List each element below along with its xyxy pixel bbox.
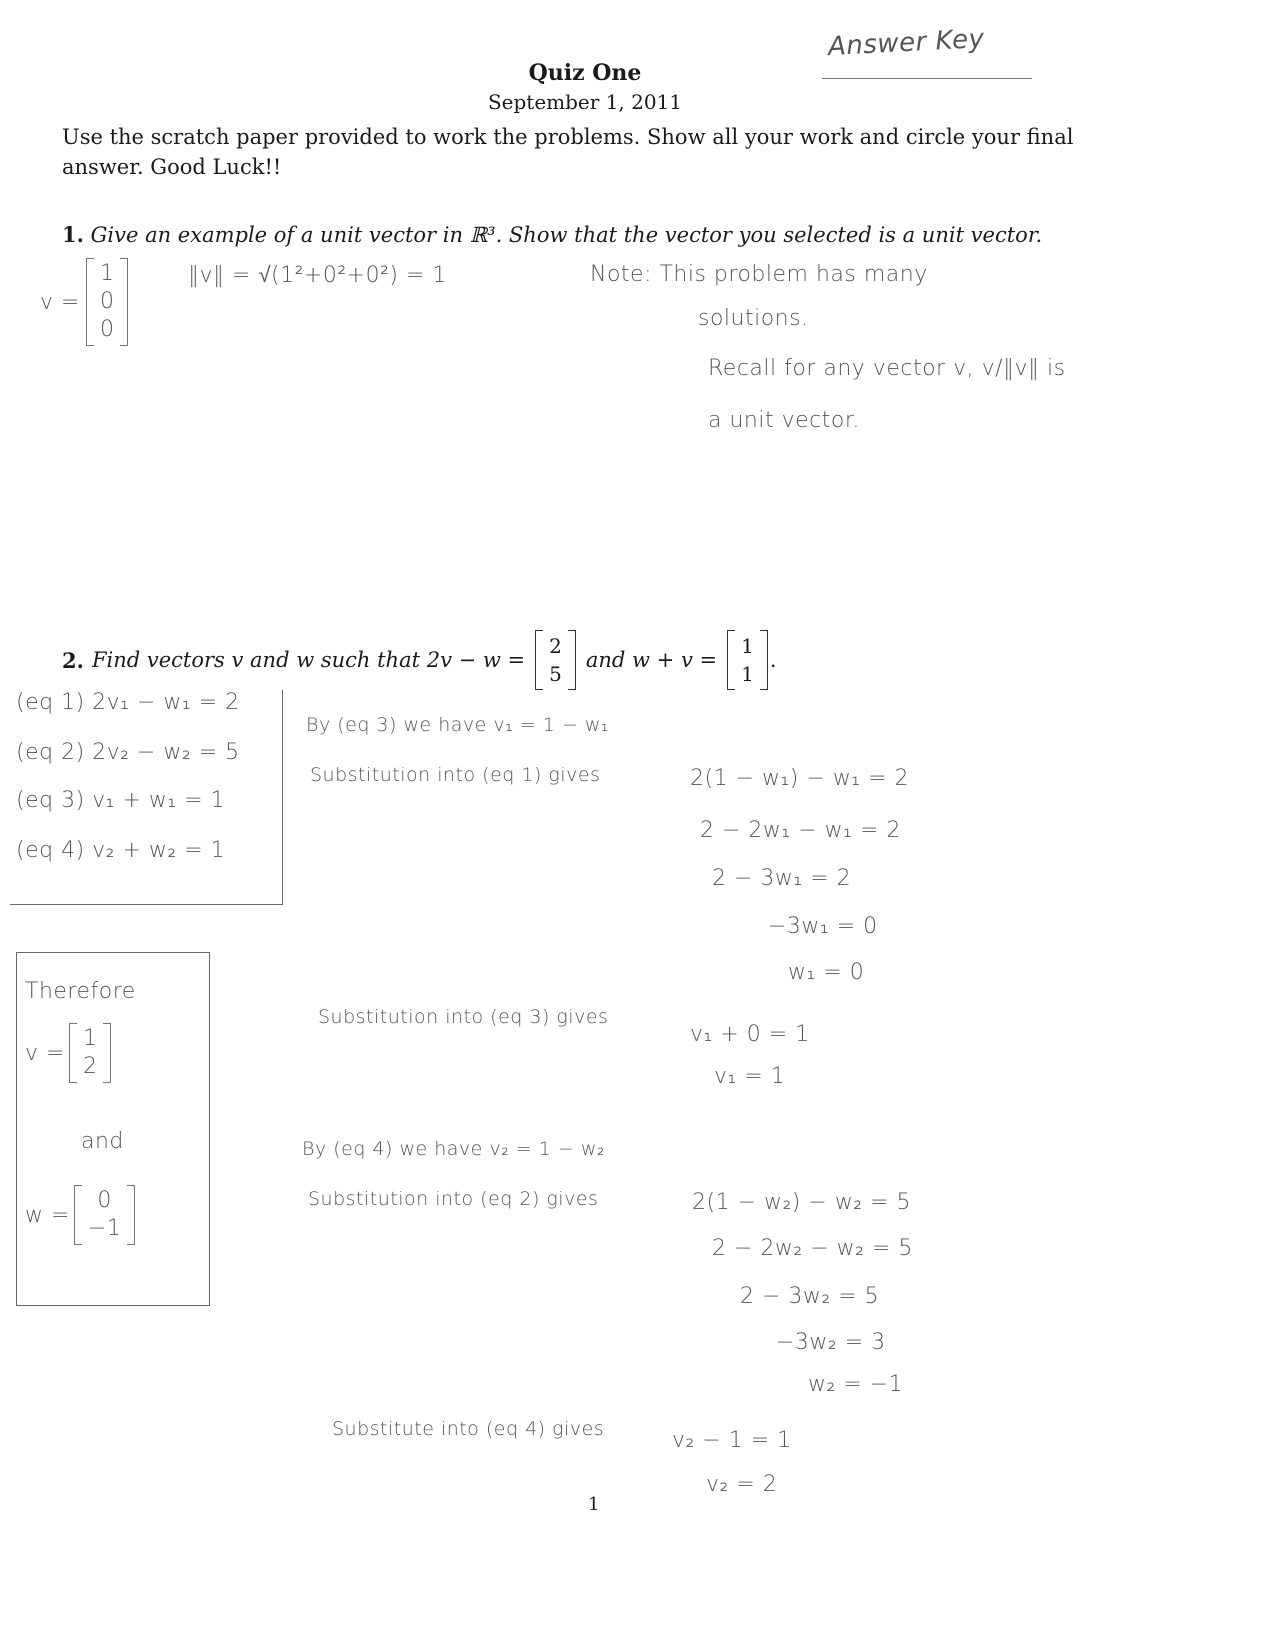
- result-w-label: w =: [25, 1202, 70, 1228]
- answer-key-label: Answer Key: [827, 23, 986, 63]
- quiz-date: September 1, 2011: [487, 90, 683, 114]
- problem-1-number: 1.: [62, 222, 84, 247]
- matrix-entry: 0: [97, 1188, 112, 1213]
- work-a-step: 2 − 2w₁ − w₁ = 2: [700, 818, 901, 843]
- work-d-step: v₂ = 2: [706, 1472, 778, 1497]
- problem-2-statement: [62, 630, 777, 690]
- problem-2-text-part-2: and w + v =: [585, 648, 718, 672]
- work-c-line-1: By (eq 4) we have v₂ = 1 − w₂: [302, 1138, 605, 1160]
- matrix-entry: 0: [99, 289, 115, 314]
- work-c-step: w₂ = −1: [808, 1372, 904, 1397]
- problem-2-text-end: .: [769, 648, 777, 672]
- work-d-step: v₂ − 1 = 1: [672, 1428, 792, 1453]
- problem-1-note-line-3: Recall for any vector v, v/‖v‖ is: [708, 356, 1066, 381]
- problem-1-vector: [40, 258, 128, 346]
- result-v: [25, 1023, 111, 1083]
- work-a-step: 2(1 − w₁) − w₁ = 2: [690, 766, 910, 791]
- work-a-step: 2 − 3w₁ = 2: [712, 866, 852, 891]
- equation-4: (eq 4) v₂ + w₂ = 1: [16, 838, 226, 863]
- work-b-step: v₁ + 0 = 1: [690, 1022, 810, 1047]
- page-number: 1: [588, 1494, 600, 1515]
- problem-2-vector-1: [535, 630, 576, 690]
- work-c-step: 2 − 3w₂ = 5: [740, 1284, 880, 1309]
- result-box: [16, 952, 210, 1306]
- problem-1-note-line-2: solutions.: [698, 306, 809, 331]
- work-c-step: −3w₂ = 3: [776, 1330, 886, 1355]
- matrix-entry: 1: [741, 662, 754, 686]
- problem-2-text-part-1: Find vectors v and w such that 2v − w =: [91, 648, 526, 672]
- matrix-entry: 2: [549, 634, 562, 658]
- problem-1-v-matrix: [86, 258, 129, 346]
- result-v-label: v =: [25, 1040, 65, 1066]
- result-and: and: [81, 1129, 124, 1154]
- problem-2-vector-2: [727, 630, 768, 690]
- instructions: Use the scratch paper provided to work the problems. Show all your work and circle your final answer. Good Luck!!: [62, 125, 1074, 179]
- work-b-step: v₁ = 1: [714, 1064, 786, 1089]
- matrix-entry: 2: [82, 1054, 98, 1079]
- work-d-line-1: Substitute into (eq 4) gives: [332, 1418, 605, 1440]
- matrix-entry: 1: [82, 1026, 98, 1051]
- matrix-entry: 1: [741, 634, 754, 658]
- work-c-step: 2 − 2w₂ − w₂ = 5: [712, 1236, 913, 1261]
- work-a-line-1: By (eq 3) we have v₁ = 1 − w₁: [306, 714, 609, 736]
- result-therefore: Therefore: [25, 979, 136, 1004]
- problem-1-statement: [62, 222, 1212, 247]
- work-b-line-1: Substitution into (eq 3) gives: [318, 1006, 609, 1028]
- equation-1: (eq 1) 2v₁ − w₁ = 2: [16, 690, 240, 715]
- work-a-step: w₁ = 0: [788, 960, 865, 985]
- work-a-line-2: Substitution into (eq 1) gives: [310, 764, 601, 786]
- matrix-entry: −1: [87, 1216, 122, 1241]
- problem-1-norm: ‖v‖ = √(1²+0²+0²) = 1: [188, 263, 447, 288]
- work-a-step: −3w₁ = 0: [768, 914, 878, 939]
- equation-3: (eq 3) v₁ + w₁ = 1: [16, 788, 226, 813]
- result-w-matrix: [74, 1185, 135, 1245]
- matrix-entry: 0: [99, 317, 115, 342]
- equations-box: [10, 690, 283, 905]
- problem-1-text: Give an example of a unit vector in ℝ³. Show that the vector you selected is a unit vector.: [90, 223, 1043, 247]
- problem-1-v-label: v =: [40, 289, 80, 315]
- result-w: [25, 1185, 135, 1245]
- problem-1-note-line-1: Note: This problem has many: [590, 262, 928, 287]
- problem-1-note-line-4: a unit vector.: [708, 408, 860, 433]
- work-c-line-2: Substitution into (eq 2) gives: [308, 1188, 599, 1210]
- matrix-entry: 1: [99, 261, 115, 286]
- matrix-entry: 5: [549, 662, 562, 686]
- page-title: Quiz One: [528, 60, 642, 86]
- work-c-step: 2(1 − w₂) − w₂ = 5: [692, 1190, 912, 1215]
- result-v-matrix: [69, 1023, 112, 1083]
- equation-2: (eq 2) 2v₂ − w₂ = 5: [16, 740, 240, 765]
- problem-2-number: 2.: [62, 647, 84, 673]
